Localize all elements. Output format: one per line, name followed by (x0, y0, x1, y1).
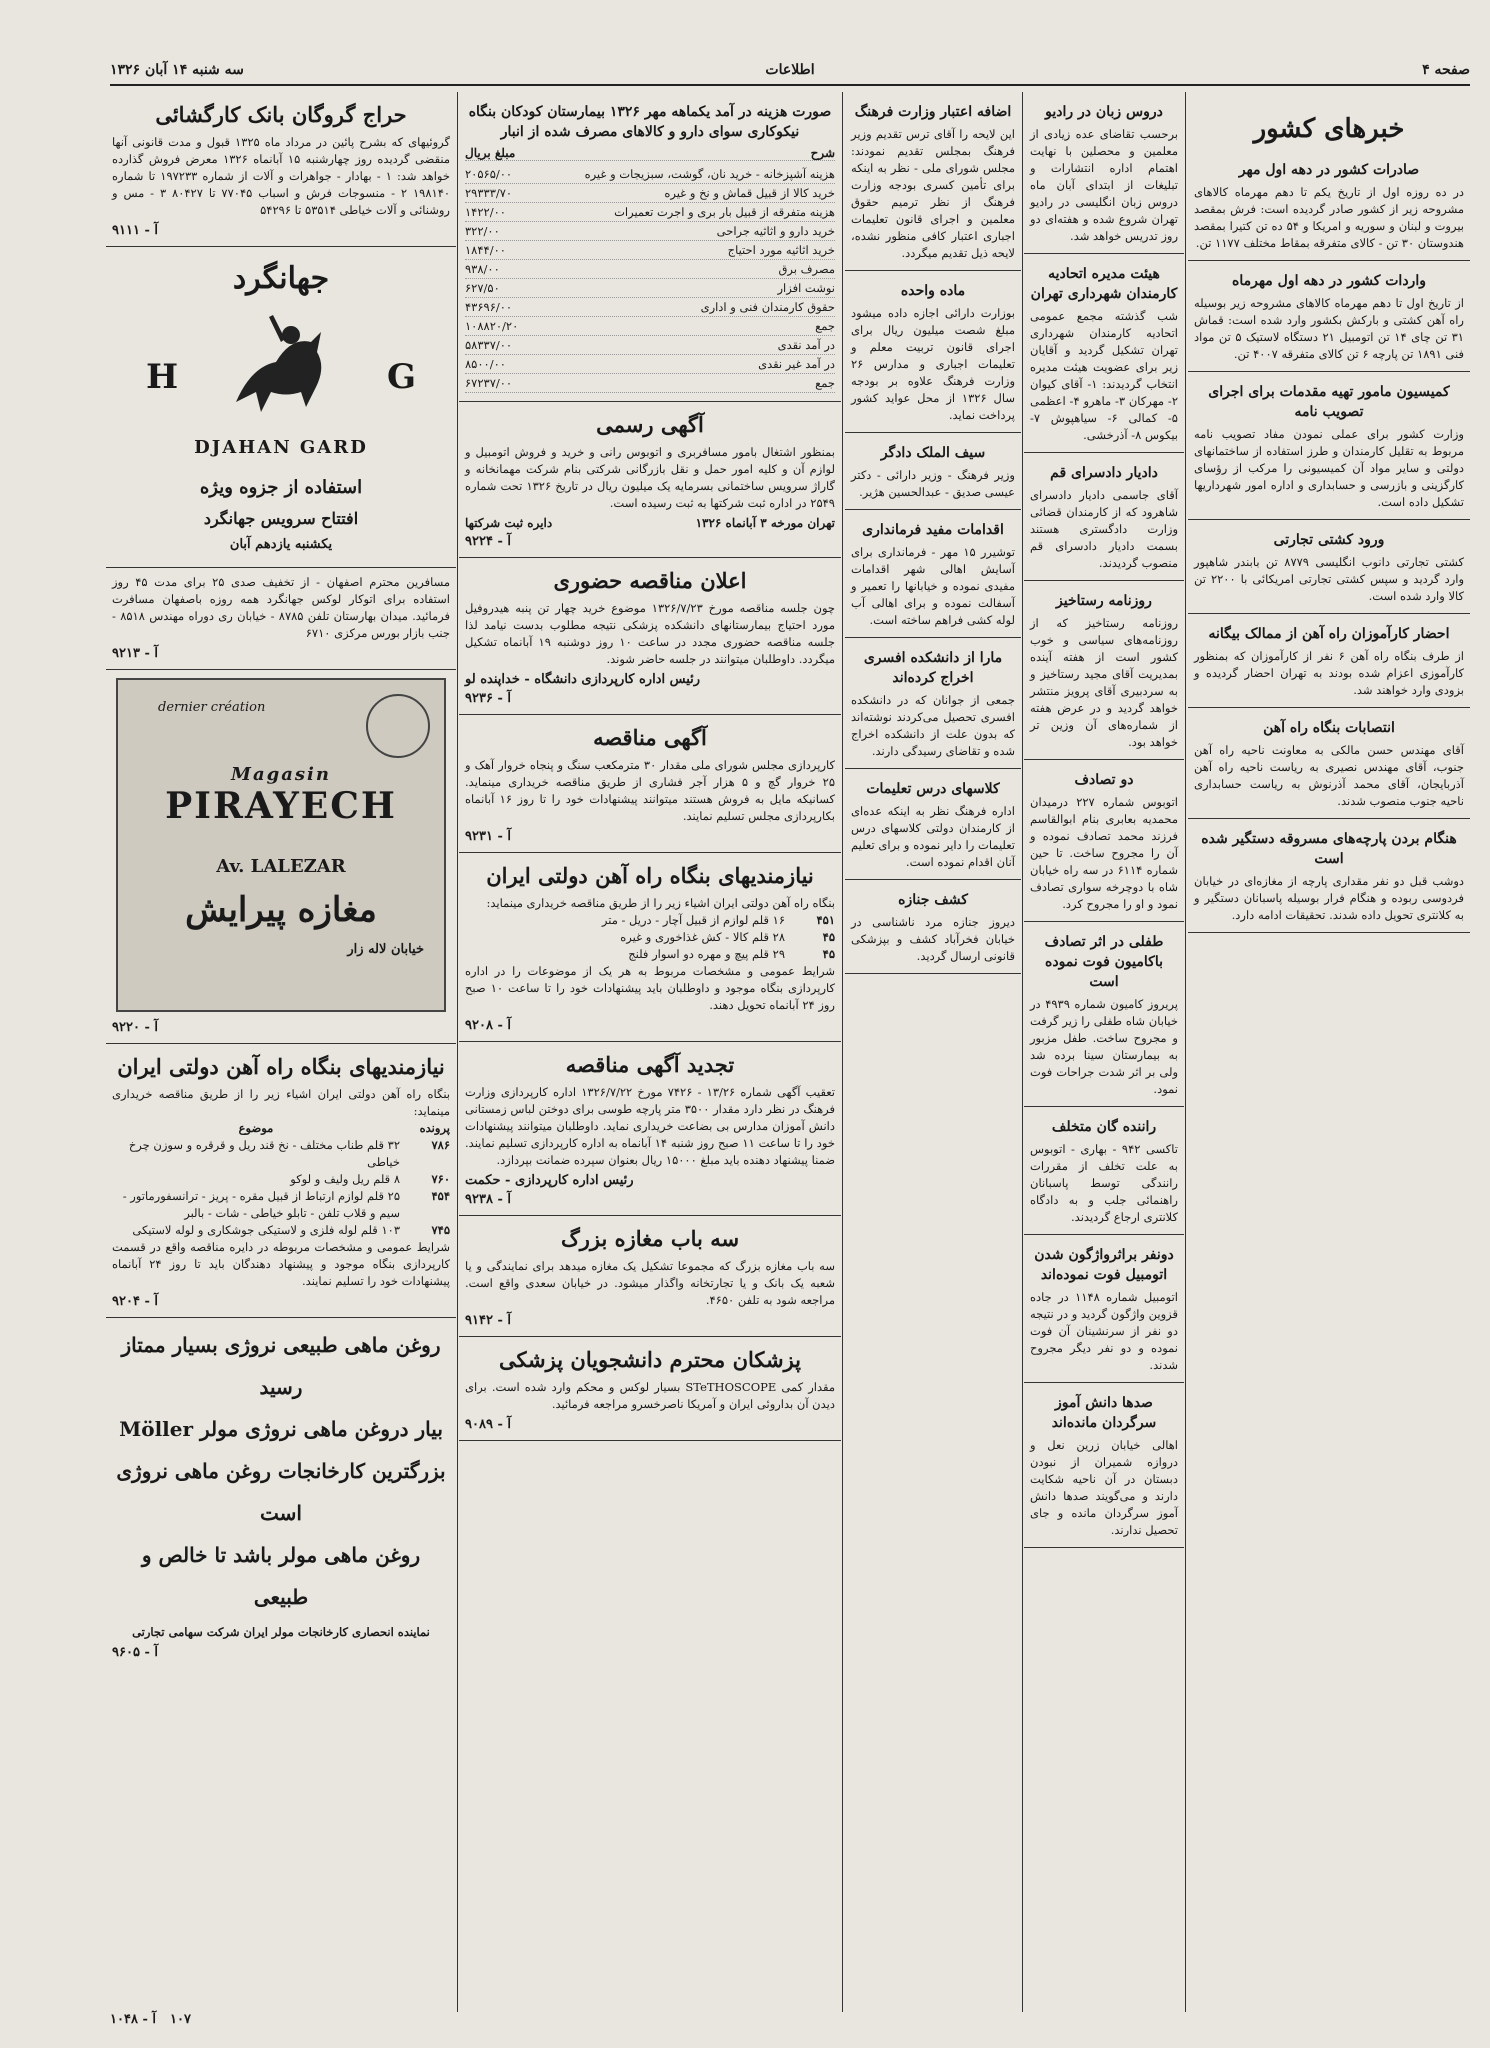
news-item (845, 92, 1021, 271)
moller-ad (106, 1318, 456, 1668)
ad-code: آ - ۹۲۳۶ (465, 691, 511, 706)
ad-item-desc: ۱۶ قلم لوازم از قبیل آچار - دریل - متر (601, 913, 785, 927)
bank-title: حراج گروگان بانک کارگشائی (155, 102, 407, 127)
ad-item-row (465, 946, 835, 963)
ad-code: آ - ۹۲۲۴ (465, 534, 511, 549)
moller-line5: نماینده انحصاری کارخانجات مولر ایران شرکت سهامی تجارتی (132, 1625, 430, 1639)
budget-desc: هزینه متفرقه از قبیل بار بری و اجرت تعمیرات (614, 205, 835, 219)
budget-amount: ۱۸۴۴/۰۰ (465, 243, 506, 257)
column-news-2 (1024, 92, 1184, 2012)
ad-code: آ - ۹۲۳۸ (465, 1192, 511, 1207)
pirayesh-store-ad (116, 678, 446, 1012)
budget-rows (465, 165, 835, 393)
moller-code: آ - ۹۶۰۵ (112, 1645, 158, 1660)
ad-text: مقدار کمی STeTHOSCOPE بسیار لوکس و محکم وارد شده است. برای دیدن آن بداروئی ایران و آمریکا ناصرخسرو مراجعه فرمائید. (465, 1380, 835, 1411)
ad-item-qty: ۴۵۱ (816, 913, 835, 927)
ad-text: چون جلسه مناقصه مورخ ۱۳۲۶/۷/۲۳ موضوع خرید چهار تن پنبه هیدروفیل مورد احتیاج بیمارستانهای دانشکده پزشکی نتیجه مطلوب بدست نیامد لذا جلسه مناقصه حضوری مجدد در ساعت ۱۰ روز دوشنبه ۱۹ آبانماه تشکیل میگردد. داوطلبان میتوانند در جلسه حاضر شوند. (465, 601, 835, 666)
news-heading: احضار کارآموزان راه آهن از ممالک بیگانه (1208, 626, 1450, 642)
news-heading: طفلی در اثر تصادف باکامیون فوت نموده است (1044, 934, 1164, 990)
news-heading: روزنامه رستاخیز (1056, 593, 1152, 609)
budget-amount: ۶۷۲۳۷/۰۰ (465, 376, 513, 390)
news-list (1024, 92, 1184, 1548)
budget-amount: ۵۸۳۳۷/۰۰ (465, 338, 513, 352)
news-item (1188, 614, 1470, 708)
moller-line2-text: بیار دروغن ماهی نروژی مولر (200, 1417, 443, 1441)
budget-row (465, 336, 835, 355)
news-body: اتوبوس شماره ۲۲۷ درمیدان محمدیه بعابری بنام ابوالقاسم فرزند محمد تصادف نموده و آن را مجروح ساخت. تا حین شماره ۶۱۱۴ در سه راه خیابان شاه با دوچرخه سواری تصادف نمود و او را مجروح کرد. (1030, 795, 1178, 911)
news-heading: هنگام بردن پارچه‌های مسروقه دستگیر شده است (1201, 831, 1457, 867)
budget-row (465, 203, 835, 222)
news-body: کشتی تجارتی دانوب انگلیسی ۸۷۷۹ تن بابندر شاهپور وارد گردید و سپس کشتی تجارتی امریکائی با ۲۲۰۰ تن کالا وارد شده است. (1194, 555, 1464, 603)
ad-footer (465, 516, 835, 530)
budget-desc: هزینه آشپزخانه - خرید نان، گوشت، سبزیجات و غیره (584, 167, 835, 181)
news-body: بوزارت دارائی اجازه داده میشود مبلغ شصت میلیون ریال برای اجرای قانون تربیت معلم و تعلیمات اجباری و مدارس ۲۶ وزارت فرهنگ علاوه بر بودجه سال ۱۳۲۶ از محل عواید کشور پرداخت نماید. (851, 306, 1015, 422)
jahangard-line3: یکشنبه یازدهم آبان (229, 537, 333, 552)
rail-item-qty: ۷۸۶ (431, 1138, 450, 1152)
news-body: آقای جاسمی دادیار دادسرای شاهرود که از کارمندان قضائی وزارت دادگستری هستند بسمت دادیار دادسرای قم منصوب گردیدند. (1030, 488, 1178, 570)
ad-footer-date: تهران مورخه ۳ آبانماه ۱۳۲۶ (695, 516, 835, 530)
rail-item-qty: ۴۵۴ (431, 1189, 450, 1203)
news-heading: هیئت مدیره اتحادیه کارمندان شهرداری تهران (1030, 266, 1178, 302)
news-body: دیروز جنازه مرد ناشناسی در خیابان فخرآباد کشف و بپزشکی قانونی ارسال گردید. (851, 915, 1015, 963)
budget-desc: مصرف برق (778, 262, 835, 276)
news-body: اهالی خیابان زرین نعل و دروازه شمیران از نبودن دبستان در آن ناحیه شکایت دارند و می‌گویند صدها دانش آموز سرگردان مانده و جای تحصیل ندارند. (1030, 1438, 1178, 1537)
news-item (1188, 708, 1470, 819)
column-news (1188, 92, 1470, 2012)
moller-line4: روغن ماهی مولر باشد تا خالص و طبیعی (141, 1543, 421, 1609)
news-body: شب گذشته مجمع عمومی اتحادیه کارمندان شهرداری تهران تشکیل گردید و آقایان زیر برای عضویت هیئت مدیره انتخاب گردیدند: ۱- آقای کیوان ۲- مهرکان ۳- ماهرو ۴- اعظمی ۵- کمالی ۶- سیاهپوش ۷- بیکوس ۸- آذرخشی. (1030, 309, 1178, 442)
page-header (110, 60, 1470, 86)
rail-item-row (112, 1171, 450, 1188)
rail-text: بنگاه راه آهن دولتی ایران اشیاء زیر را از طریق مناقصه خریداری مینماید: (112, 1087, 450, 1118)
rail-col-q: پرونده (419, 1121, 450, 1135)
news-item (845, 880, 1021, 974)
news-item (1024, 1383, 1184, 1548)
budget-desc: حقوق کارمندان فنی و اداری (700, 300, 835, 314)
ad-code: آ - ۹۲۳۱ (465, 829, 511, 844)
rail-item-row (112, 1137, 450, 1171)
moller-line1: روغن ماهی طبیعی نروژی بسیار ممتاز رسید (121, 1333, 441, 1399)
news-body: جمعی از جوانان که در دانشکده افسری تحصیل می‌کردند نوشته‌اند که بدون علت از دانشکده اخراج شده و تقاضای رسیدگی دارند. (851, 693, 1015, 758)
budget-desc: نوشت افزار (777, 281, 835, 295)
ad-block (459, 558, 841, 715)
ad-text: بمنظور اشتغال بامور مسافربری و اتوبوس رانی و خرید و فروش اتومبیل و لوازم آن و کلیه امور حمل و نقل بازرگانی شرکتی بنام شرکت مهمانخانه و گاراژ سرویس ساختمانی بسرمایه یک میلیون ریال در تاریخ ۱۳۲۶ تحت شماره ۲۵۴۹ در اداره ثبت شرکتها به ثبت رسیده است. (465, 445, 835, 510)
rail-item-desc: ۳۲ قلم طناب مختلف - نخ قند ریل و قرقره و سوزن چرخ خیاطی (128, 1138, 400, 1169)
ad-text: کارپردازی مجلس شورای ملی مقدار ۳۰ مترمکعب سنگ و پنجاه خروار آهک و ۲۵ خروار گچ و ۵ هزار آجر فشاری از طریق مناقصه خریداری مینماید. کسانیکه مایل به فروش هستند میتوانند پیشنهادات خود را تا روز ۱۶ آبانماه بکارپردازی مجلس تسلیم نمایند. (465, 758, 836, 823)
rail-item-desc: ۱۰۳ قلم لوله فلزی و لاستیکی جوشکاری و لوله لاستیکی (132, 1223, 400, 1237)
ad-item-row (465, 912, 835, 929)
ad-item-qty: ۴۵ (822, 930, 835, 944)
store-deco-text: dernier création (158, 700, 266, 715)
ad-title: پزشکان محترم دانشجویان پزشکی (498, 1347, 802, 1372)
ad-block (459, 853, 841, 1042)
news-body: توشیرر ۱۵ مهر - فرمانداری برای آسایش اهالی شهر اقدامات مفیدی نموده و خیابانها را تعمیر و آسفالت نموده و برای اهالی آب لوله کشی فراهم ساخته است. (851, 545, 1015, 627)
rail-items (112, 1137, 450, 1239)
budget-col-amount: مبلغ بریال (465, 146, 516, 160)
budget-amount: ۲۹۳۳۳/۷۰ (465, 186, 513, 200)
budget-row (465, 298, 835, 317)
store-code: آ - ۹۲۲۰ (112, 1020, 158, 1035)
news-item (1024, 581, 1184, 760)
store-name-main: PIRAYECH (165, 785, 397, 827)
header-newspaper-name: اطلاعات (765, 62, 815, 78)
news-list (1188, 150, 1470, 933)
column-divider (1022, 92, 1023, 2012)
news-item (845, 769, 1021, 880)
ad-block (459, 402, 841, 558)
rail-item-row (112, 1188, 450, 1222)
ad-item-desc: ۲۸ قلم کالا - کش غذاخوری و غیره (620, 930, 785, 944)
jahangard-text-block (106, 568, 456, 670)
budget-desc: خرید دارو و اثاثیه جراحی (716, 224, 835, 238)
store-name-prefix: Magasin (231, 764, 331, 785)
moller-brand: Möller (119, 1417, 194, 1441)
budget-report (459, 92, 841, 402)
footer-left-code: آ - ۱۰۴۸ (110, 2012, 156, 2027)
budget-amount: ۲۰۵۶۵/۰۰ (465, 167, 513, 181)
news-body: برحسب تقاضای عده زیادی از معلمین و محصلین با نهایت اهتمام اداره انتشارات و تبلیغات از ابتدای آبان ماه دروس زبان انگلیسی در رادیو تهران شروع شده و هفته‌ای دو روز تدریس خواهد شد. (1030, 127, 1178, 243)
budget-row (465, 355, 835, 374)
ad-title: اعلان مناقصه حضوری (553, 568, 747, 593)
budget-amount: ۸۵۰۰/۰۰ (465, 357, 506, 371)
portrait-icon (366, 694, 430, 758)
budget-desc: جمع (815, 376, 835, 390)
rail-col-d: موضوع (238, 1121, 274, 1135)
column-news-3 (845, 92, 1021, 2012)
news-heading: واردات کشور در دهه اول مهرماه (1232, 273, 1426, 289)
bank-code: آ - ۹۱۱۱ (112, 223, 158, 238)
budget-desc: در آمد نقدی (777, 338, 835, 352)
section-title: خبرهای کشور (1253, 114, 1405, 144)
budget-amount: ۶۲۷/۵۰ (465, 281, 500, 295)
news-item (1188, 372, 1470, 520)
budget-row (465, 241, 835, 260)
news-heading: راننده گان متخلف (1051, 1119, 1157, 1135)
budget-desc: خرید اثاثیه مورد احتیاج (727, 243, 835, 257)
news-body: دوشب قبل دو نفر مقداری پارچه از مغازه‌ای در خیابان فردوسی ربوده و هنگام فرار بوسیله پاسبانان دستگیر و به کلانتری تحویل داده شدند. تحقیقات ادامه دارد. (1194, 874, 1464, 922)
news-heading: ماده واحده (900, 283, 966, 299)
budget-desc: در آمد غیر نقدی (758, 357, 835, 371)
ads-list (459, 402, 841, 1441)
news-body: این لایحه را آقای ترس تقدیم وزیر فرهنگ بمجلس تقدیم نمودند: مجلس شورای ملی - نظر به اینکه برای تأمین کسری بودجه وزارت فرهنگ از نظر ترمیم حقوق معلمین و اجرای قانون تعلیمات اجباری اعتبار کافی منظور نشده، لایحه ذیل تقدیم میگردد. (851, 127, 1015, 260)
news-body: تاکسی ۹۴۲ - بهاری - اتوبوس به علت تخلف از مقررات رانندگی توسط پاسبانان راهنمائی جلب و به دادگاه کلانتری ارجاع گردیدند. (1030, 1142, 1178, 1224)
news-item (1188, 819, 1470, 933)
news-item (1024, 453, 1184, 581)
ad-title: آگهی رسمی (596, 412, 704, 437)
news-item (1188, 150, 1470, 261)
rail-text-2: شرایط عمومی و مشخصات مربوطه در دایره مناقصه واقع در قسمت کارپردازی بنگاه موجود و پیشنهاد دهندگان باید تا روز ۲۴ آبانماه پیشنهادات خود را تسلیم نمایند. (112, 1240, 450, 1288)
news-heading: صدها دانش آموز سرگردان مانده‌اند (1051, 1395, 1157, 1431)
news-heading: دروس زبان در رادیو (1045, 104, 1163, 120)
ad-code: آ - ۹۰۸۹ (465, 1417, 511, 1432)
budget-desc: خرید کالا از قبیل قماش و نخ و غیره (664, 186, 835, 200)
budget-title: صورت هزینه در آمد یکماهه مهر ۱۳۲۶ بیمارستان کودکان بنگاه نیکوکاری سوای دارو و کالاهای مصرف شده از انبار (468, 104, 832, 140)
news-heading: صادرات کشور در دهه اول مهر (1238, 162, 1420, 178)
ad-block (459, 1337, 841, 1441)
logo-letter-right: G (386, 357, 416, 397)
column-ads-left (106, 92, 456, 2012)
header-page-number: صفحه ۴ (1422, 62, 1470, 78)
ad-code: آ - ۹۱۴۲ (465, 1313, 511, 1328)
store-street: Av. LALEZAR (216, 856, 346, 877)
ad-text: سه باب مغازه بزرگ که مجموعا تشکیل یک مغازه میدهد برای نمایندگی و یا شعبه یک بانک و یا تجارتخانه واگذار میشود. در خیابان سعدی واقع است. مراجعه شود به تلفن ۴۶۵۰. (465, 1259, 835, 1307)
rail-title: نیازمندیهای بنگاه راه آهن دولتی ایران (117, 1054, 445, 1079)
budget-amount: ۱۴۲۲/۰۰ (465, 205, 506, 219)
budget-amount: ۳۲۲/۰۰ (465, 224, 500, 238)
column-divider (1185, 92, 1186, 2012)
rail-item-qty: ۷۴۵ (431, 1223, 450, 1237)
news-item (845, 510, 1021, 638)
news-heading: دونفر براثرواژگون شدن اتومبیل فوت نموده‌اند (1034, 1247, 1174, 1283)
ad-title: نیازمندیهای بنگاه راه آهن دولتی ایران (486, 863, 814, 888)
news-heading: دو تصادف (1074, 772, 1134, 788)
rail-needs-ad (106, 1044, 456, 1318)
news-body: وزارت کشور برای عملی نمودن مفاد تصویب نامه مربوط به تقلیل کارمندان و طرز استفاده از ساختمانهای دولتی و سایر مواد آن کمیسیونی را مرکب از رؤسای کارگزینی و بازرسی و حسابداری و اداره امور شهرداریها تشکیل داده است. (1194, 427, 1464, 509)
news-heading: سیف الملک دادگر (880, 445, 986, 461)
rail-item-desc: ۸ قلم ریل ولیف و لوکو (290, 1172, 400, 1186)
ad-item-row (465, 929, 835, 946)
rail-header-row (112, 1120, 450, 1137)
news-body: اداره فرهنگ نظر به اینکه عده‌ای از کارمندان دولتی کلاسهای درس تعلیمات را دایر نموده و برای تعلیم آنان اقدام نموده است. (851, 804, 1015, 869)
budget-amount: ۱۰۸۸۲۰/۲۰ (465, 319, 519, 333)
news-heading: ورود کشتی تجارتی (1273, 532, 1385, 548)
ad-item-desc: ۲۹ قلم پیچ و مهره دو اسوار فلنج (628, 947, 785, 961)
column-ads (459, 92, 841, 2012)
ad-code: آ - ۹۲۰۸ (465, 1018, 511, 1033)
jahangard-logo-latin: DJAHAN GARD (194, 437, 368, 458)
news-body: روزنامه رستاخیز که از روزنامه‌های سیاسی و خوب کشور است از هفته آینده بمدیریت آقای مجید رستاخیز و به سردبیری آقای پرویز منتشر خواهد گردید و در عرض هفته از شماره‌های آن وزین تر خواهد بود. (1030, 616, 1178, 749)
rail-code: آ - ۹۲۰۴ (112, 1294, 158, 1309)
news-item (845, 271, 1021, 433)
news-body: پریروز کامیون شماره ۴۹۳۹ در خیابان شاه طفلی را زیر گرفت و مجروح ساخت. طفل مزبور به بیمارستان سینا برده شد ولی بر اثر شدت جراحات فوت نمود. (1030, 997, 1178, 1096)
news-heading: اقدامات مفید فرمانداری (862, 522, 1004, 538)
news-item (1024, 254, 1184, 453)
budget-amount: ۹۳۸/۰۰ (465, 262, 500, 276)
jahangard-code: آ - ۹۲۱۳ (112, 646, 158, 661)
budget-row (465, 279, 835, 298)
moller-line3: بزرگترین کارخانجات روغن ماهی نروژی است (116, 1459, 446, 1525)
jahangard-line2: افتتاح سرویس جهانگرد (203, 509, 359, 528)
budget-header-row (465, 146, 835, 161)
news-heading: اضافه اعتبار وزارت فرهنگ (854, 104, 1012, 120)
ad-block (459, 715, 841, 853)
store-name-persian: مغازه پیرایش (185, 890, 377, 930)
store-street-persian: خیابان لاله زار (347, 942, 424, 957)
column-divider (842, 92, 843, 2012)
news-heading: دادیار دادسرای قم (1050, 465, 1158, 481)
news-item (845, 433, 1021, 510)
budget-row (465, 222, 835, 241)
news-body: از تاریخ اول تا دهم مهرماه کالاهای مشروحه زیر بوسیله راه آهن کشتی و بارکش بکشور وارد شده است: قماش ۳۱ تن چای ۱۴ تن اتومبیل ۲۱ دستگاه لاستیک ۵ تن مواد فنی ۱۸۹۱ تن پارچه ۶ تن کالای متفرقه ۴۰۰۷ تن. (1194, 296, 1464, 361)
ad-signature: رئیس اداره کارپردازی - حکمت (465, 1173, 634, 1188)
news-heading: کلاسهای درس تعلیمات (866, 781, 1000, 797)
news-item (1024, 1235, 1184, 1383)
rail-item-desc: ۲۵ قلم لوازم ارتباط از قبیل مقره - پریز - ترانسفورماتور - سیم و قلاب تلفن - تابلو خیاطی - شات - بالبر (122, 1189, 400, 1220)
footer-number: ۱۰۷ (170, 2012, 191, 2027)
jahangard-text: مسافرین محترم اصفهان - از تخفیف صدی ۲۵ برای مدت ۴۵ روز استفاده برای اتوکار لوکس جهانگرد همه روزه باصفهان مسافرت فرمائید. میدان بهارستان تلفن ۸۷۸۵ - خیابان ری دوراه مهندس ۸۵۱۸ - جنب بازار بورس مرکزی ۶۷۱۰ (112, 575, 451, 640)
budget-row (465, 260, 835, 279)
news-item (845, 638, 1021, 769)
budget-amount: ۴۳۶۹۶/۰۰ (465, 300, 513, 314)
moller-line2 (112, 1408, 450, 1450)
news-heading: کمیسیون مامور تهیه مقدمات برای اجرای تصویب نامه (1208, 384, 1450, 420)
ad-title: تجدید آگهی مناقصه (565, 1052, 735, 1077)
news-heading: انتصابات بنگاه راه آهن (1263, 720, 1395, 736)
budget-row (465, 374, 835, 393)
store-code-block (106, 1020, 456, 1044)
news-list (845, 92, 1021, 974)
budget-row (465, 165, 835, 184)
ad-footer-office: دایره ثبت شرکتها (465, 516, 553, 530)
logo-letter-left: H (146, 357, 179, 397)
ad-title: سه باب مغازه بزرگ (560, 1226, 740, 1251)
jahangard-logo-text: جهانگرد (232, 261, 330, 296)
news-body: اتومبیل شماره ۱۱۴۸ در جاده قزوین واژگون گردید و در نتیجه دو نفر از سرنشینان آن فوت نموده و دو نفر دیگر مجروح شدند. (1030, 1290, 1179, 1372)
rail-item-qty: ۷۶۰ (431, 1172, 450, 1186)
budget-col-desc: شرح (810, 146, 835, 160)
news-item (1024, 760, 1184, 922)
jahangard-line1: استفاده از جزوه ویژه (199, 477, 363, 498)
ad-title: آگهی مناقصه (593, 725, 707, 750)
news-item (1024, 92, 1184, 254)
rail-item-row (112, 1222, 450, 1239)
news-item (1024, 1107, 1184, 1235)
bank-auction-ad (106, 92, 456, 247)
news-heading: مارا از دانشکده افسری اخراج کرده‌اند (863, 650, 1003, 686)
news-body: وزیر فرهنگ - وزیر دارائی - دکتر عیسی صدیق - عبدالحسین هژیر. (851, 468, 1015, 499)
budget-row (465, 184, 835, 203)
news-body: آقای مهندس حسن مالکی به معاونت ناحیه راه آهن جنوب، آقای مهندس نصیری به ریاست ناحیه راه آهن آذربایجان، آقای محمد آذرنوش به ریاست حسابداری ناحیه جنوب منصوب شدند. (1194, 743, 1464, 808)
budget-desc: جمع (815, 319, 835, 333)
horse-rider-icon (221, 307, 341, 427)
header-date: سه شنبه ۱۴ آبان ۱۳۲۶ (110, 62, 244, 78)
ad-block (459, 1216, 841, 1337)
column-divider (457, 92, 458, 2012)
news-body: در ده روزه اول از تاریخ یکم تا دهم مهرماه کالاهای مشروحه زیر از کشور صادر گردیده است: فرش بمقصد بیروت و لبنان و سوریه و امریکا و ۵۴ ده تن کتیرا بمقصد هندوستان ۳۰ تن - کالای متفرقه بمقاط مختلف ۱۱۷۷ تن. (1194, 185, 1465, 250)
news-body: از طرف بنگاه راه آهن ۶ نفر از کارآموزان که بمنظور کارآموزی اعزام شده بودند به تهران احضار گردیده و بزودی وارد خواهند شد. (1194, 649, 1464, 697)
ad-text: تعقیب آگهی شماره ۱۳/۲۶ - ۷۴۲۶ مورخ ۱۳۲۶/۷/۲۲ اداره کارپردازی وزارت فرهنگ در نظر دارد مقدار ۳۵۰۰ متر پارچه طوسی برای دوختن لباس زمستانی دانش آموزان مدارس بی بضاعت خریداری نماید. داوطلبان میتوانند پیشنهادات خود را تا ساعت ۱۱ صبح روز شنبه ۱۴ آبانماه به اداره کارپردازی تسلیم نمایند. ضمنا پیشنهاد دهنده باید مبلغ ۱۵۰۰۰ ریال بعنوان سپرده ضمانت بپردازد. (465, 1085, 836, 1167)
news-item (1188, 261, 1470, 372)
ad-block (459, 1042, 841, 1216)
budget-row (465, 317, 835, 336)
ad-text: بنگاه راه آهن دولتی ایران اشیاء زیر را از طریق مناقصه خریداری مینماید: (486, 896, 835, 910)
store-name-latin (118, 764, 444, 827)
bank-text: گروئیهای که بشرح پائین در مرداد ماه ۱۳۲۵ قبول و مدت قانونی آنها منقضی گردیده روز چهارشنبه ۱۵ آبانماه ۱۳۲۶ معرض فروش گذارده خواهد شد: ۱ - بهادار - جواهرات و آلات از شماره ۱۹۷۲۳۳ تا شماره ۱۹۸۱۴۰ ۲ - منسوجات فرش و اسباب ۷۷۰۴۵ تا ۸۰۴۲۷ ۳ - مس و روشنائی و آلات خیاطی ۵۳۵۱۴ تا ۵۴۲۹۶ (112, 135, 451, 217)
ad-signature: رئیس اداره کارپردازی دانشگاه - خداپنده لو (465, 672, 701, 687)
ad-text-2: شرایط عمومی و مشخصات مربوط به هر یک از موضوعات را در اداره کارپردازی بنگاه موجود و داوطلبان باید پیشنهادات خود را تا ساعت ۱۰ صبح روز ۲۴ آبانماه تحویل دهند. (465, 964, 835, 1012)
news-heading: کشف جنازه (898, 892, 968, 908)
jahangard-ad (106, 247, 456, 568)
ad-item-qty: ۴۵ (822, 947, 835, 961)
news-item (1188, 520, 1470, 614)
news-item (1024, 922, 1184, 1107)
